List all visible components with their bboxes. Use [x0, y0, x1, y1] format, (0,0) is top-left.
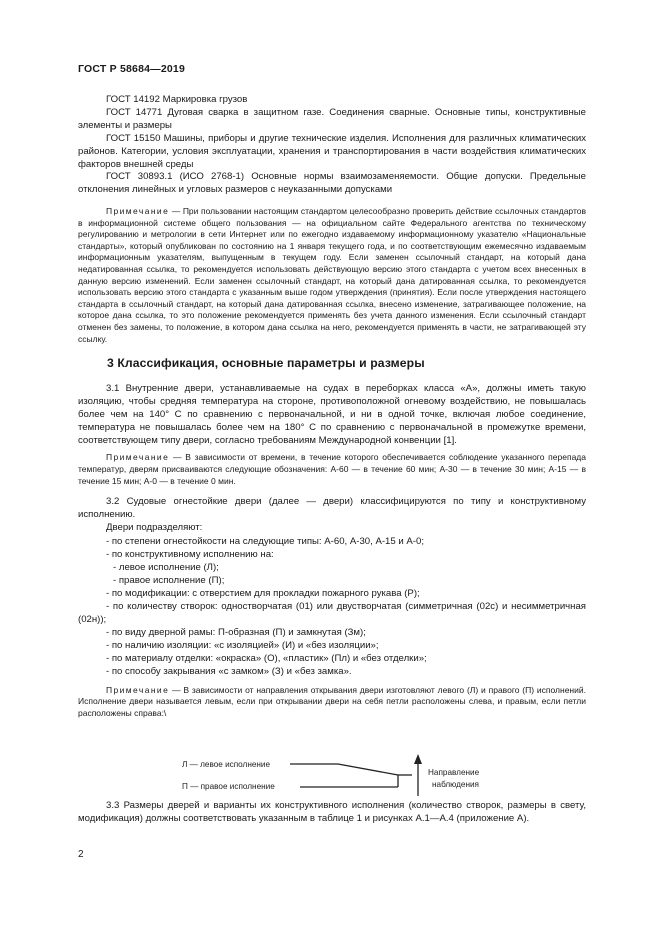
- list-item: - по модификации: с отверстием для прокладки пожарного рукава (Р);: [106, 587, 420, 599]
- section-end: [78, 799, 586, 825]
- reference-item: ГОСТ 15150 Машины, приборы и другие технические изделия. Исполнения для различных климатических районов. Категории, условия эксплуатации, хранения и транспортирования в части воздействия климатических факторов внешней среды: [78, 132, 586, 170]
- list-item: - по степени огнестойкости на следующие типы: А-60, А-30, А-15 и А-0;: [106, 535, 425, 547]
- document-header: ГОСТ Р 58684—2019: [78, 63, 186, 75]
- page-number: 2: [78, 849, 84, 860]
- direction-label-line1: Направление: [428, 768, 480, 777]
- list-item: - по количеству створок: одностворчатая (01) или двустворчатая (симметричная (02с) и несимметричная (02н));: [78, 601, 586, 626]
- note-text: — В зависимости от времени, в течение которого обеспечивается соблюдение указанного перепада температур, дверям присваиваются следующие обозначения: А-60 — в течение 60 мин; А-30 — в течение 30 мин; А-15 — в течение 15 мин; А-0 — в течение 0 мин.: [78, 452, 586, 486]
- list-item: - по конструктивному исполнению на:: [106, 548, 274, 560]
- note-label: Примечание: [106, 684, 170, 695]
- doors-intro: Двери подразделяют:: [106, 522, 203, 534]
- reference-item: ГОСТ 14192 Маркировка грузов: [106, 94, 248, 105]
- note-label: Примечание: [106, 206, 170, 216]
- section-heading: 3 Классификация, основные параметры и размеры: [107, 356, 425, 370]
- arrow-up-icon: [414, 754, 422, 764]
- list-item: - по материалу отделки: «окраска» (О), «пластик» (Пл) и «без отделки»;: [106, 653, 427, 665]
- note-text: — При пользовании настоящим стандартом целесообразно проверить действие ссылочных стандартов в информационной системе общего пользования — на официальном сайте Федерального агентства по техническому регулированию и метрологии в сети Интернет или по ежегодно издаваемому информационному указателю «Национальные стандарты», который опубликован по состоянию на 1 января текущего года, и по соответствующим ежемесячно издаваемым информационным указателям, выпущенным в текущем году. Если заменен ссылочный стандарт, на который дана недатированная ссылка, то рекомендуется использовать действующую версию этого стандарта с учетом всех внесенных в данную версию изменений. Если заменен ссылочный стандарт, на который дана датированная ссылка, то рекомендуется использовать версию этого стандарта с указанным выше годом утверждения (принятия). Если после утверждения настоящего стандарта в ссылочный стандарт, на который дана датированная ссылка, внесено изменение, затрагивающее положение, на которое дана ссылка, то это положение рекомендуется применять без учета данного изменения. Если ссылочный стандарт отменен без замены, то положение, в котором дана ссылка на него, рекомендуется применять в части, не затрагивающей эту ссылку.: [78, 206, 586, 344]
- right-version-label: П — правое исполнение: [182, 782, 275, 791]
- direction-label-line2: наблюдения: [432, 780, 479, 789]
- paragraph-3-3: 3.3 Размеры дверей и варианты их конструктивного исполнения (количество створок, размеры в свету, модификация) должны соответствовать указанным в таблице 1 и рисунках А.1—А.4 (приложение А).: [78, 800, 586, 825]
- left-door-leaf: [338, 764, 398, 775]
- paragraph-3-1: 3.1 Внутренние двери, устанавливаемые на судах в переборках класса «А», должны иметь такую изоляцию, чтобы средняя температура на стороне, противоположной огневому воздействию, не повышалась более чем на 140° С по сравнению с первоначальной, и ни в одной точке, включая любое соединение, температура не повышалась более чем на 180° С по сравнению с первоначальной в промежутке времени, соответствующем типу двери, согласно требованиям Международной конвенции [1].: [78, 383, 586, 447]
- list-item: - левое исполнение (Л);: [113, 561, 219, 573]
- list-item: - правое исполнение (П);: [113, 574, 225, 586]
- note-text: — В зависимости от направления открывания двери изготовляют левого (Л) и правого (П) исполнений. Исполнение двери называется левым, если при открывании двери на себя петли расположены слева, и правым, если петли расположены справа:\: [78, 684, 586, 718]
- list-item: - по способу закрывания «с замком» (З) и «без замка».: [106, 666, 352, 678]
- reference-item: ГОСТ 30893.1 (ИСО 2768-1) Основные нормы взаимозаменяемости. Общие допуски. Предельные отклонения линейных и угловых размеров с неуказанными допусками: [78, 171, 586, 196]
- paragraph-3-2: 3.2 Судовые огнестойкие двери (далее — двери) классифицируются по типу и конструктивному исполнению.: [78, 496, 586, 521]
- list-item: - по виду дверной рамы: П-образная (П) и замкнутая (Зм);: [106, 627, 366, 639]
- left-version-label: Л — левое исполнение: [182, 760, 271, 769]
- list-item: - по наличию изоляции: «с изоляцией» (И) и «без изоляции»;: [106, 640, 379, 652]
- note-label: Примечание: [106, 452, 170, 463]
- reference-item: ГОСТ 14771 Дуговая сварка в защитном газе. Соединения сварные. Основные типы, конструктивные элементы и размеры: [78, 106, 586, 131]
